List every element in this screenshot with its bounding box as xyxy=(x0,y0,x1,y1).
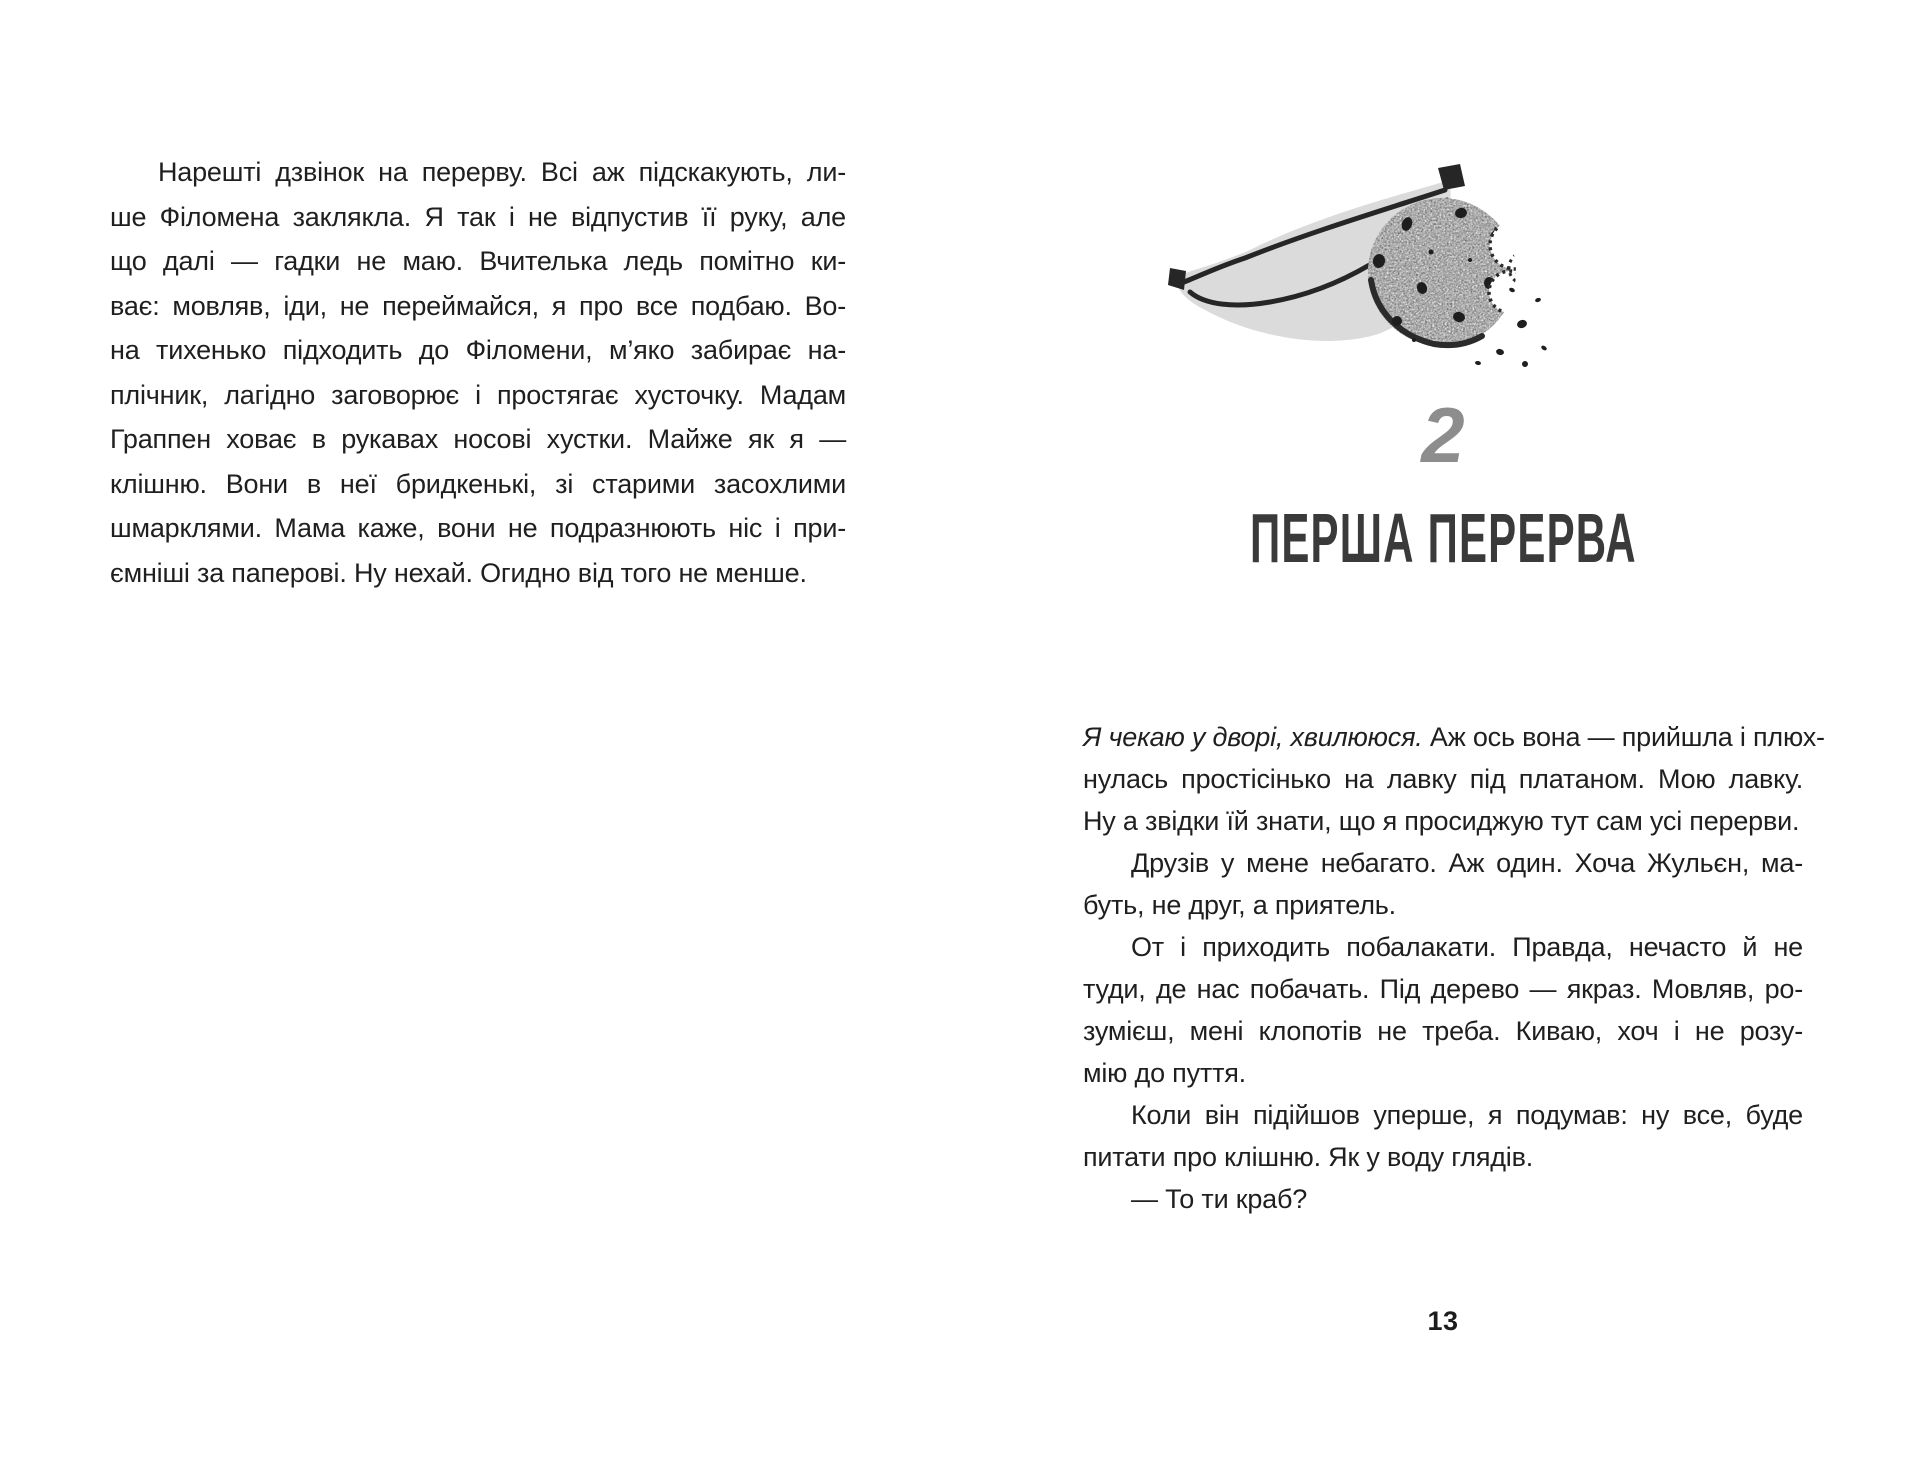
chapter-number: 2 xyxy=(1421,391,1465,479)
text-line: Я чекаю у дворі, хвилююся. Аж ось вона — прийшла і плюх- xyxy=(1083,722,1825,752)
text-line: Нарешті дзвінок на перерву. Всі аж підскакують, ли- xyxy=(158,157,846,187)
banana-and-cookie-illustration xyxy=(1160,140,1560,380)
text-line: на тихенько підходить до Філомени, м’яко забирає на- xyxy=(110,335,846,365)
text-line: — То ти краб? xyxy=(1131,1184,1308,1214)
text-line: буть, не друг, а приятель. xyxy=(1083,890,1396,920)
text-line: нулась простісінько на лавку під платаном. Мою лавку. xyxy=(1083,764,1803,794)
text-line: ємніші за паперові. Ну нехай. Огидно від того не менше. xyxy=(110,557,807,588)
text-line: що далі — гадки не маю. Вчителька ледь помітно ки- xyxy=(110,246,846,276)
text-line: плічник, лагідно заговорює і простягає хусточку. Мадам xyxy=(110,379,846,410)
text-line: Граппен ховає в рукавах носові хустки. Майже як я — xyxy=(110,424,846,454)
page-number: 13 xyxy=(1427,1306,1459,1336)
chapter-title-text: ПЕРША ПЕРЕРВА xyxy=(1249,499,1637,577)
text-line: Ну а звідки їй знати, що я просиджую тут сам усі перерви. xyxy=(1083,806,1800,836)
cookie-icon xyxy=(1368,198,1516,346)
text-line: От і приходить побалакати. Правда, нечасто й не xyxy=(1131,932,1803,962)
text-line: мію до пуття. xyxy=(1083,1058,1246,1088)
text-line: туди, де нас побачать. Під дерево — якраз. Мовляв, ро- xyxy=(1083,974,1803,1004)
left-page-text xyxy=(110,150,846,595)
text-line: Друзів у мене небагато. Аж один. Хоча Жульєн, ма- xyxy=(1131,848,1803,878)
text-line: ває: мовляв, іди, не переймайся, я про все подбаю. Во- xyxy=(110,290,846,321)
text-line: Коли він підійшов уперше, я подумав: ну все, буде xyxy=(1131,1100,1803,1130)
text-line: ше Філомена заклякла. Я так і не відпустив її руку, але xyxy=(110,201,846,232)
text-line: клішню. Вони в неї бридкенькі, зі старими засохлими xyxy=(110,468,846,499)
right-page-text xyxy=(1083,716,1825,1220)
italic-text: Я чекаю у дворі, хвилююся. xyxy=(1083,722,1423,752)
chapter-title xyxy=(1083,499,1803,577)
text-line: зумієш, мені клопотів не треба. Киваю, хоч і не розу- xyxy=(1083,1016,1803,1046)
text-line: шмарклями. Мама каже, вони не подразнюють ніс і при- xyxy=(110,513,846,543)
text-line: питати про клішню. Як у воду глядів. xyxy=(1083,1142,1534,1172)
